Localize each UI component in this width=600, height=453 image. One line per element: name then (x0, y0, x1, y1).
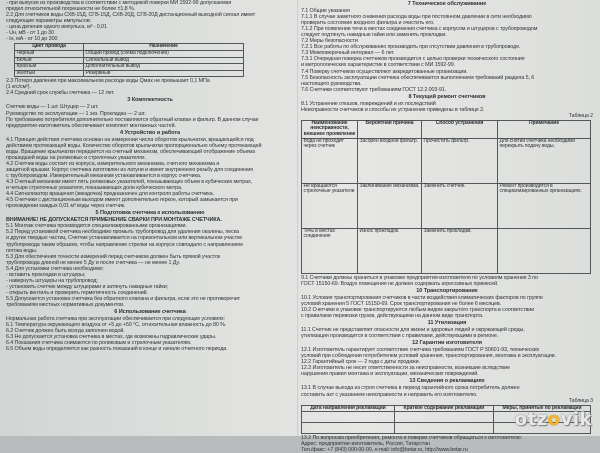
left-intro-text (6, 0, 294, 42)
text-line: требованиям местных нормативных документов. (6, 301, 125, 308)
table-cell: Износ прокладок. (358, 228, 422, 273)
text-line: - вставить прокладки в штуцеры; (6, 271, 86, 278)
text-line: потока воды. (6, 247, 38, 254)
text-line: - Iн, мА - от 10 до 300 (6, 36, 58, 43)
table-cell: Общий провод (схема подключения) (84, 50, 244, 57)
text-line: 6.2 Счетчик должен быть всегда заполнен водой. (6, 328, 125, 335)
table-header-cell: Способ устранения (422, 120, 498, 138)
table-cell: Желтый (15, 70, 84, 77)
text-line: предел относительной погрешности не более ±1,8 %. (6, 6, 135, 13)
table-cell: Заклинивание механизма. (358, 183, 422, 228)
table-header-cell: Краткое содержание рекламации (394, 405, 493, 412)
text-line: По требованию потребителя дополнительно поставляются обратный клапан и фильтр. В данном случае (6, 116, 259, 123)
text-line: ГОСТ 15150-69. Воздух помещения не должен содержать агрессивных примесей. (301, 280, 499, 287)
watermark-prefix: otz (514, 409, 548, 430)
manufacturer-contacts (301, 435, 593, 453)
text-line: 7.4 Поверку счетчиков осуществляют аккредитованные организации. (301, 68, 468, 75)
section-4-text (6, 137, 294, 210)
table-cell: Засорен входной фильтр. (358, 138, 422, 183)
text-line: Тел./факс: +7 (843) 000-00-00, e-mail: info@betar.ru, http://www.betar.ru (301, 447, 468, 453)
section-title-11: 11 Утилизация (427, 320, 467, 326)
section-12-text (301, 347, 593, 377)
table-row (302, 228, 591, 273)
section-9-text (301, 275, 593, 287)
text-line: трубопровода длиной не менее 5 Ду и после счетчика — не менее 1 Ду. (6, 259, 180, 266)
table-cell (302, 412, 395, 423)
text-line: 12.1 Изготовитель гарантирует соответствие счетчика требованиям ГОСТ Р 50601-93, технических (301, 347, 540, 354)
table-cell: Заменить прокладки. (422, 228, 498, 273)
text-line: Счетчик воды — 1 шт. Штуцер — 2 шт. (6, 104, 99, 111)
text-line: - Uн, мВ - от 1 до 30 (6, 30, 54, 37)
table-cell: Сигнальный вывод (84, 57, 244, 64)
text-line: утилизация производится в соответствии с правилами, действующими в регионе. (301, 333, 499, 340)
text-line: 10.1 Условия транспортирования счетчиков в части воздействия климатических факторов по группе (301, 294, 543, 301)
text-line: 13.2 По вопросам приобретения, ремонта и поверки счетчиков обращаться к изготовителю: (301, 435, 522, 442)
section-title-4: 4 Устройство и работа (120, 129, 180, 136)
text-line: 10.2 Счетчики в упаковке транспортируются любым видом закрытого транспорта в соответствии (301, 306, 535, 313)
text-line: и других твердых частиц. Счетчик устанавливается на горизонтальном или вертикальном участке (6, 235, 243, 242)
text-line: 5.5 Допускается установка счетчика без обратного клапана и фильтра, если это не противоречит (6, 295, 240, 302)
left-specs-text (6, 78, 294, 96)
text-line: Адрес: предприятие-изготовитель, Россия, Татарстан (301, 441, 430, 448)
text-line: 7.3 Межповерочный интервал — 6 лет. (301, 50, 395, 57)
text-line: условий хранения 5 ГОСТ 15150-69. Срок транспортирования не более 6 месяцев. (301, 300, 502, 307)
section-title-5: 5 Подготовка счетчика к использованию (95, 210, 205, 217)
section-title-7: 7 Техническое обслуживание (407, 1, 487, 7)
text-line: 12.3 Изготовитель не несет ответственности за неисправности, возникшие вследствие (301, 365, 510, 372)
text-line: 7.1.2 При появлении течи в местах соединения счетчика с корпусом и штуцеров с трубопроводом (301, 26, 538, 33)
text-line: 6.1 Температура окружающего воздуха от +5 до +50 °С, относительная влажность до 80 %. (6, 322, 227, 329)
text-line: защитной крышки. Корпус счетчика изготовлен из латуни и имеет внутреннюю резьбу для соединения (6, 166, 253, 173)
text-line: - открыть вентиль и проверить герметичность соединений. (6, 289, 148, 296)
text-line: настоящего руководства. (301, 80, 362, 87)
table-row (302, 138, 591, 183)
text-line: 2.4 Средний срок службы счетчика — 12 лет. (6, 90, 115, 97)
table-cell: Резервный (84, 70, 244, 77)
text-line: 6.4 Показания счетчика снимаются по роликовым и стрелочным указателям. (6, 340, 192, 347)
right-column (301, 0, 593, 453)
table-cell: Черный (15, 50, 84, 57)
section-10-text (301, 295, 593, 319)
text-line: 7.2.1 Все работы по обслуживанию производить при отсутствии давления в трубопроводе. (301, 44, 521, 51)
warning-line: ВНИМАНИЕ! НЕ ДОПУСКАЕТСЯ ПРИМЕНЕНИЕ СВАРКИ ПРИ МОНТАЖЕ СЧЕТЧИКА. (6, 217, 222, 224)
text-line: следующие параметры импульсов: (6, 18, 91, 25)
table-header-row (302, 120, 591, 138)
text-line: - навернуть штуцеры на трубопровод; (6, 277, 98, 284)
text-line: 7.1.1 В случае заметного снижения расхода воды при постоянном давлении в сети необходимо (301, 14, 532, 21)
section-title-12: 12 Гарантии изготовителя (412, 340, 482, 347)
table-cell: Течь в местах соединения (302, 228, 358, 273)
table-cell: Дополнительный вывод (84, 64, 244, 71)
table-header-cell: Наименование неисправности, внешнее проявление (302, 120, 358, 138)
section-title-6: 6 Использование счетчика (114, 309, 186, 316)
text-line: Руководство по эксплуатации — 1 экз. Прокладка — 2 шт. (6, 110, 146, 117)
text-line: 7.5 Безопасность эксплуатации счетчика обеспечивается выполнением требований раздела 5, 6 (301, 74, 535, 81)
table-3-caption: Таблица 3 (568, 397, 593, 404)
section-title-8: 8 Текущий ремонт счетчиков (408, 93, 486, 100)
text-line: трубопровода таким образом, чтобы направление стрелки на корпусе совпадало с направлением (6, 241, 243, 248)
table-cell: Вода не проходит через счетчик (302, 138, 358, 183)
text-line: с правилами перевозки грузов, действующими на данном виде транспорта. (301, 312, 484, 319)
section-3-text (6, 104, 294, 128)
text-line: 12.2 Гарантийный срок — 2 года с даты продажи. (301, 359, 420, 366)
table-cell (394, 412, 493, 423)
table-cell: Ремонт производится в специализированных организациях. (498, 183, 591, 228)
text-line: условий при соблюдении потребителем условий хранения, транспортирования, монтажа и эксплуатации. (301, 353, 556, 360)
text-line: 5.2 Перед установкой счетчика необходимо промыть трубопровод для удаления окалины, песка (6, 229, 239, 236)
text-line: 4.1 Принцип действия счетчика основан на измерении числа оборотов крыльчатки, вращающейся под (6, 136, 254, 143)
wire-color-table (14, 43, 244, 77)
text-line: Нормальная работа счетчика при эксплуатации обеспечивается при следующих условиях: (6, 316, 225, 323)
table-2-caption: Таблица 2 (568, 112, 593, 119)
table-row (15, 70, 244, 77)
table-header-cell: Дата направления рекламации (302, 405, 395, 412)
table-cell (302, 423, 395, 434)
text-line: 7.6 Счетчики соответствуют требованиям ГОСТ 12.2.003-91. (301, 86, 447, 93)
page-fold (297, 0, 299, 436)
text-line: 5.4 Для установки счетчика необходимо: (6, 265, 104, 272)
table-header-cell: Цвет провода (15, 44, 84, 51)
text-line: 9.1 Счетчики должны храниться в упаковке предприятия-изготовителя по условиям хранения 3 по (301, 274, 538, 281)
section-8-text (301, 101, 593, 113)
table-cell (498, 228, 591, 273)
table-cell: Красный (15, 64, 84, 71)
text-line: 7.2 Меры безопасности (301, 38, 358, 45)
text-line: Неисправности счетчиков и способы их устранения приведены в таблице 2. (301, 106, 485, 113)
section-13-text (301, 385, 593, 397)
watermark-o-icon: o (547, 409, 561, 430)
table-row (302, 183, 591, 228)
text-line: нарушения правил монтажа и эксплуатации, механических повреждений. (301, 371, 479, 378)
table-cell: Заменить счетчик. (422, 183, 498, 228)
table-row (15, 50, 244, 57)
faults-table (301, 120, 591, 274)
text-line: прошедшей воды на роликовых и стрелочных указателях. (6, 154, 146, 161)
text-line: 13.1 В случае выхода из строя счетчика в период гарантийного срока потребитель должен (301, 385, 520, 392)
left-column (6, 0, 294, 352)
text-line: действием протекающей воды. Количество оборотов крыльчатки пропорционально объему протекающей (6, 142, 262, 149)
section-6-text (6, 316, 294, 352)
table-header-cell: Меры, принятые по рекламации (493, 405, 590, 412)
table-header-cell: Вероятная причина (358, 120, 422, 138)
text-line: 4.2 Счетчик воды состоит из корпуса, измерительного механизма, счетного механизма и (6, 160, 220, 167)
text-line: предприятие-изготовитель обеспечивает комплект монтажных частей. (6, 122, 176, 129)
text-line: и четыре стрелочных указателя, показывающих доли кубического метра. (6, 185, 183, 192)
text-line: 4.4 Сигнализатор вращения (звездочка) предназначен для контроля работы счетчика. (6, 191, 214, 198)
table-cell: Прочистить фильтр. (422, 138, 498, 183)
text-line: 4.5 Счетчики с дистанционным выходом имеют дополнительно геркон, который замыкается при (6, 197, 238, 204)
text-line: - при выпуске из производства в соответствии с методикой поверки МИ 1592-99 допускаемая (6, 0, 232, 6)
table-cell (394, 423, 493, 434)
text-line: прохождении каждых 0,01 м³ воды через счетчик. (6, 203, 126, 210)
table-cell: Белый (15, 57, 84, 64)
section-title-10: 10 Транспортирование (416, 287, 478, 294)
table-cell: Для снятия счетчика необходимо перекрыть подачу воды. (498, 138, 591, 183)
text-line: 11.1 Счетчик не представляет опасности для жизни и здоровья людей и окружающей среды, (301, 327, 525, 334)
text-line: 4.3 Счетный механизм имеет пять роликовых указателей, показывающих объем в кубических метрах, (6, 179, 252, 186)
section-title-13: 13 Сведения о рекламациях (409, 378, 485, 385)
text-line: 7.3.1 Очередная поверка счетчиков производится с целью проверки технического состояния (301, 56, 525, 63)
section-title-3: 3 Комплектность (127, 97, 173, 104)
section-11-text (301, 327, 593, 339)
text-line: 2.3 Потеря давления при максимальном расходе воды Qмах не превышает 0,1 МПа (6, 78, 210, 85)
text-line: 6.5 Объем воды определяется как разность показаний в конце и начале отчетного периода. (6, 346, 228, 353)
table-cell: Не вращаются стрелочные указатели (302, 183, 358, 228)
text-line: 6.3 Не допускается установка счетчика в местах, где возможны гидравлические удары. (6, 334, 217, 341)
text-line: 5.3 Для обеспечения точности измерений перед счетчиком должен быть прямой участок (6, 253, 221, 260)
text-line: 7.1 Общие указания (301, 8, 350, 15)
watermark-suffix: vik (560, 409, 592, 430)
text-line: следует подтянуть накидные гайки или заменить прокладки. (301, 32, 447, 39)
text-line: воды. Вращение крыльчатки передается на счетный механизм, обеспечивающий отображение объема (6, 148, 255, 155)
text-line: (1 кгс/см²). (6, 84, 31, 91)
text-line: с трубопроводом. Измерительный механизм устанавливается в корпус счетчика. (6, 173, 202, 179)
text-line: проверить состояние входного фильтра и очистить его. (301, 20, 435, 27)
text-line: и метрологических характеристик в соответствии с МИ 1592-99. (301, 62, 456, 69)
text-line: 8.1 Устранение отказов, повреждений и их последствий (301, 100, 436, 107)
text-line: 5.1 Монтаж счетчика производится специализированными организациями. (6, 223, 187, 230)
text-line: составить акт с указанием неисправности и направить его изготовителю. (301, 391, 478, 398)
table-row (15, 64, 244, 71)
section-7-text (301, 8, 593, 93)
text-line: 2.2 Для счетчиков воды СХВ-15Д, СГВ-15Д, СХВ-20Д, СГВ-20Д дистанционный выходной сигнал имеет (6, 12, 256, 19)
text-line: - установить счетчик между штуцерами и затянуть накидные гайки; (6, 283, 168, 290)
text-line: - цена деления одного импульса, м³ - 0,01 (6, 24, 107, 31)
site-watermark-logo (515, 409, 592, 430)
table-header-cell: Примечание (498, 120, 591, 138)
section-5-text (6, 223, 294, 308)
table-header-cell: Назначение (84, 44, 244, 51)
